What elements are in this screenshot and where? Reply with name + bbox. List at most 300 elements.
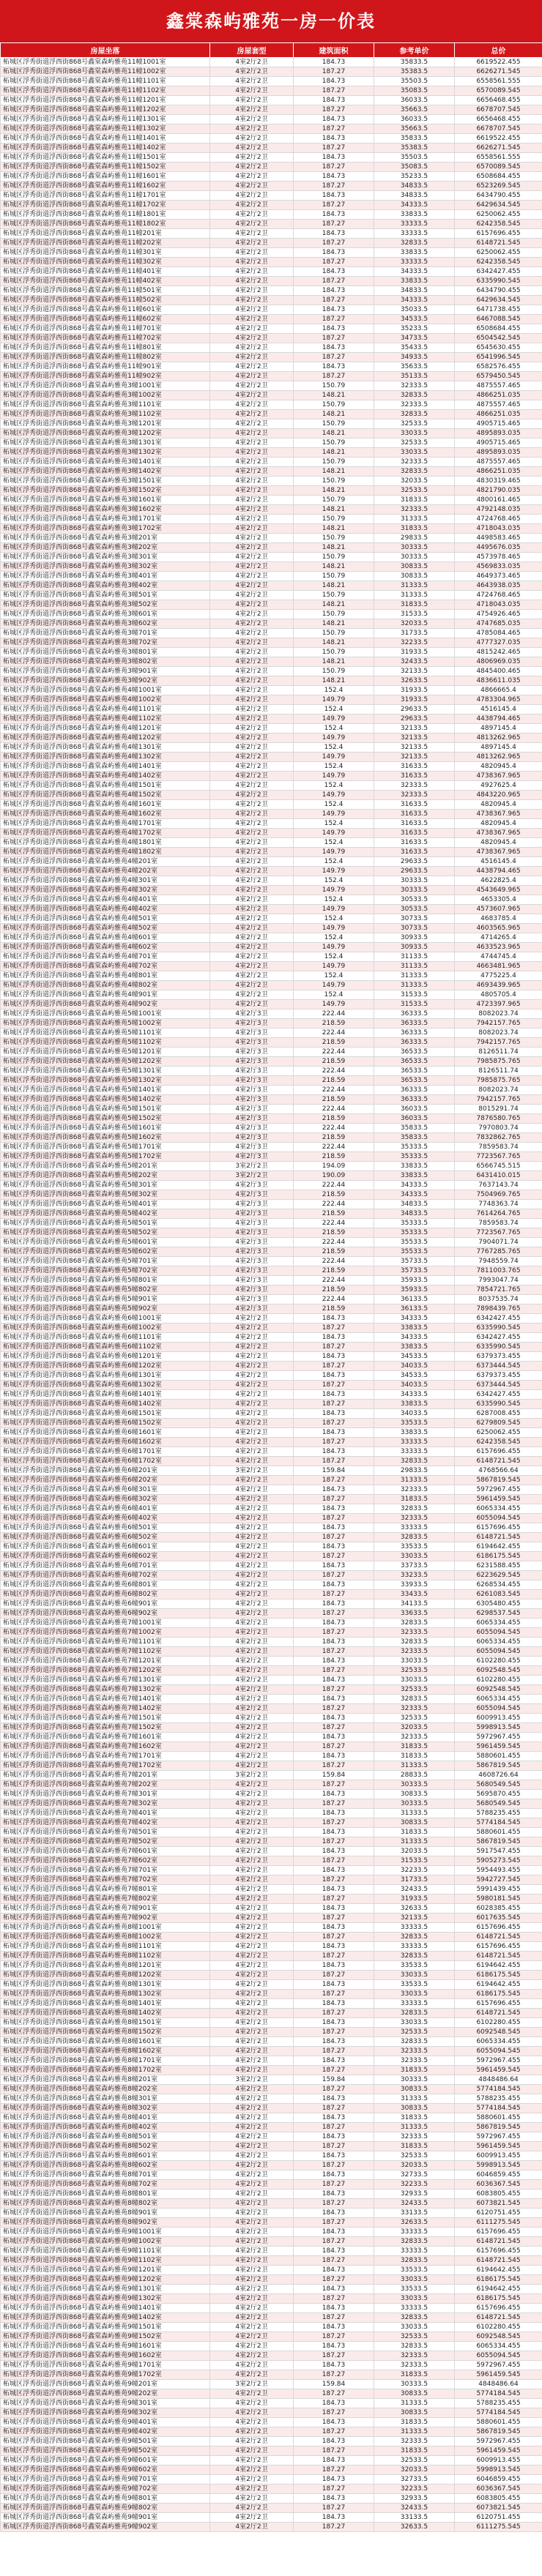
cell-unit-price: 33533.5: [374, 1542, 455, 1552]
cell-area: 187.27: [294, 1837, 374, 1847]
cell-area: 187.27: [294, 1590, 374, 1599]
table-row: [1, 971, 542, 981]
cell-area: 149.79: [294, 981, 374, 990]
cell-total-price: 5867819.545: [455, 2123, 542, 2132]
cell-area: 184.73: [294, 2399, 374, 2408]
cell-unit-price: 36333.5: [374, 1028, 455, 1038]
cell-unit-price: 33333.5: [374, 1438, 455, 1447]
table-header: [1, 43, 542, 58]
cell-address: 柘城区浮秀街道浮西街868号鑫棠森屿雅苑8幢1601室: [1, 2037, 210, 2047]
cell-area: 187.27: [294, 1704, 374, 1714]
cell-address: 柘城区浮秀街道浮西街868号鑫棠森屿雅苑9幢1201室: [1, 2266, 210, 2275]
cell-area: 187.27: [294, 239, 374, 248]
cell-address: 柘城区浮秀街道浮西街868号鑫棠森屿雅苑6幢401室: [1, 1504, 210, 1514]
cell-layout: 4室2厅2卫: [210, 1542, 294, 1552]
cell-address: 柘城区浮秀街道浮西街868号鑫棠森屿雅苑5幢1701室: [1, 1143, 210, 1152]
cell-area: 187.27: [294, 2180, 374, 2189]
cell-unit-price: 35533.5: [374, 1247, 455, 1257]
cell-unit-price: 32333.5: [374, 505, 455, 515]
cell-layout: 4室2厅2卫: [210, 1704, 294, 1714]
cell-layout: 4室2厅2卫: [210, 1885, 294, 1894]
cell-address: 柘城区浮秀街道浮西街868号鑫棠森屿雅苑3幢1001室: [1, 381, 210, 391]
cell-total-price: 5788235.455: [455, 1809, 542, 1818]
cell-address: 柘城区浮秀街道浮西街868号鑫棠森屿雅苑9幢1102室: [1, 2256, 210, 2266]
cell-address: 柘城区浮秀街道浮西街868号鑫棠森屿雅苑8幢802室: [1, 2199, 210, 2209]
table-row: [1, 486, 542, 496]
cell-layout: 4室2厅2卫: [210, 1333, 294, 1343]
cell-total-price: 4848486.64: [455, 2075, 542, 2085]
cell-layout: 3室2厅2卫: [210, 1771, 294, 1780]
table-row: [1, 201, 542, 210]
cell-area: 184.73: [294, 1733, 374, 1742]
cell-total-price: 6102280.455: [455, 2323, 542, 2332]
cell-area: 184.73: [294, 1504, 374, 1514]
cell-total-price: 6046859.455: [455, 2170, 542, 2180]
cell-layout: 4室2厅2卫: [210, 1419, 294, 1428]
cell-address: 柘城区浮秀街道浮西街868号鑫棠森屿雅苑9幢501室: [1, 2437, 210, 2446]
cell-total-price: 6379373.455: [455, 1352, 542, 1362]
table-row: [1, 400, 542, 410]
cell-area: 184.73: [294, 2189, 374, 2199]
cell-unit-price: 32733.5: [374, 2475, 455, 2484]
cell-unit-price: 36333.5: [374, 1038, 455, 1048]
cell-total-price: 6083805.455: [455, 2189, 542, 2199]
table-row: [1, 2104, 542, 2113]
cell-layout: 4室2厅2卫: [210, 2351, 294, 2361]
cell-address: 柘城区浮秀街道浮西街868号鑫棠森屿雅苑5幢801室: [1, 1276, 210, 1285]
cell-total-price: 4820945.4: [455, 819, 542, 829]
cell-total-price: 4633523.965: [455, 943, 542, 952]
cell-layout: 4室2厅2卫: [210, 1828, 294, 1837]
cell-layout: 4室2厅2卫: [210, 1847, 294, 1856]
cell-unit-price: 33333.5: [374, 1923, 455, 1933]
cell-address: 柘城区浮秀街道浮西街868号鑫棠森屿雅苑7幢602室: [1, 1856, 210, 1866]
cell-area: 218.59: [294, 1190, 374, 1200]
cell-total-price: 7614264.765: [455, 1209, 542, 1219]
cell-layout: 4室2厅2卫: [210, 1504, 294, 1514]
cell-unit-price: 34033.5: [374, 1362, 455, 1371]
cell-total-price: 7748363.74: [455, 1200, 542, 1209]
cell-address: 柘城区浮秀街道浮西街868号鑫棠森屿雅苑3幢302室: [1, 562, 210, 572]
table-row: [1, 1828, 542, 1837]
cell-total-price: 5998913.545: [455, 2161, 542, 2170]
table-row: [1, 1048, 542, 1057]
cell-address: 柘城区浮秀街道浮西街868号鑫棠森屿雅苑5幢902室: [1, 1304, 210, 1314]
cell-address: 柘城区浮秀街道浮西街868号鑫棠森屿雅苑11幢1202室: [1, 105, 210, 115]
cell-unit-price: 31833.5: [374, 600, 455, 610]
cell-total-price: 4905715.465: [455, 419, 542, 429]
cell-area: 152.4: [294, 914, 374, 924]
cell-layout: 4室2厅2卫: [210, 2170, 294, 2180]
table-row: [1, 1324, 542, 1333]
table-row: [1, 1704, 542, 1714]
cell-total-price: 6148721.545: [455, 1952, 542, 1961]
cell-area: 150.79: [294, 438, 374, 448]
cell-address: 柘城区浮秀街道浮西街868号鑫棠森屿雅苑9幢202室: [1, 2389, 210, 2399]
cell-layout: 4室2厅2卫: [210, 191, 294, 201]
cell-layout: 4室2厅2卫: [210, 1657, 294, 1666]
cell-unit-price: 32733.5: [374, 2170, 455, 2180]
cell-area: 152.4: [294, 990, 374, 1000]
cell-area: 218.59: [294, 1304, 374, 1314]
cell-total-price: 7723567.765: [455, 1228, 542, 1238]
cell-total-price: 6157696.455: [455, 1923, 542, 1933]
table-row: [1, 2437, 542, 2446]
cell-total-price: 6429634.545: [455, 201, 542, 210]
table-row: [1, 1495, 542, 1504]
cell-total-price: 8015291.74: [455, 1105, 542, 1114]
cell-address: 柘城区浮秀街道浮西街868号鑫棠森屿雅苑5幢1502室: [1, 1114, 210, 1124]
table-row: [1, 781, 542, 791]
cell-total-price: 4905715.465: [455, 438, 542, 448]
cell-layout: 4室2厅2卫: [210, 153, 294, 163]
cell-total-price: 5961459.545: [455, 2142, 542, 2151]
cell-unit-price: 32133.5: [374, 753, 455, 762]
table-row: [1, 1980, 542, 1990]
cell-area: 187.27: [294, 1685, 374, 1695]
table-row: [1, 1552, 542, 1561]
cell-area: 152.4: [294, 762, 374, 772]
cell-address: 柘城区浮秀街道浮西街868号鑫棠森屿雅苑4幢202室: [1, 867, 210, 876]
cell-address: 柘城区浮秀街道浮西街868号鑫棠森屿雅苑3幢702室: [1, 638, 210, 648]
cell-layout: 4室2厅2卫: [210, 1447, 294, 1457]
cell-layout: 4室2厅2卫: [210, 1742, 294, 1752]
cell-layout: 4室2厅2卫: [210, 2389, 294, 2399]
cell-area: 184.73: [294, 2094, 374, 2104]
cell-unit-price: 29633.5: [374, 867, 455, 876]
cell-area: 149.79: [294, 772, 374, 781]
cell-address: 柘城区浮秀街道浮西街868号鑫棠森屿雅苑5幢1702室: [1, 1152, 210, 1162]
table-row: [1, 543, 542, 553]
cell-area: 150.79: [294, 419, 374, 429]
cell-layout: 4室2厅2卫: [210, 258, 294, 267]
cell-address: 柘城区浮秀街道浮西街868号鑫棠森屿雅苑5幢402室: [1, 1209, 210, 1219]
cell-total-price: 4843220.965: [455, 791, 542, 800]
cell-area: 218.59: [294, 1057, 374, 1067]
cell-address: 柘城区浮秀街道浮西街868号鑫棠森屿雅苑3幢1402室: [1, 467, 210, 477]
table-row: [1, 1790, 542, 1799]
cell-area: 187.27: [294, 2427, 374, 2437]
cell-layout: 4室2厅3卫: [210, 1209, 294, 1219]
table-row: [1, 1933, 542, 1942]
cell-address: 柘城区浮秀街道浮西街868号鑫棠森屿雅苑8幢501室: [1, 2132, 210, 2142]
cell-address: 柘城区浮秀街道浮西街868号鑫棠森屿雅苑6幢1302室: [1, 1381, 210, 1390]
cell-layout: 4室2厅2卫: [210, 2189, 294, 2199]
cell-total-price: 6250062.455: [455, 248, 542, 258]
cell-layout: 4室2厅2卫: [210, 1866, 294, 1875]
cell-layout: 4室2厅2卫: [210, 163, 294, 172]
cell-area: 222.44: [294, 1181, 374, 1190]
cell-total-price: 7637143.74: [455, 1181, 542, 1190]
cell-total-price: 4516145.4: [455, 857, 542, 867]
cell-unit-price: 35733.5: [374, 1266, 455, 1276]
cell-total-price: 6467088.545: [455, 315, 542, 324]
cell-unit-price: 30333.5: [374, 886, 455, 895]
table-row: [1, 2380, 542, 2389]
cell-area: 184.73: [294, 77, 374, 86]
cell-unit-price: 31133.5: [374, 952, 455, 962]
cell-unit-price: 31633.5: [374, 762, 455, 772]
cell-unit-price: 31333.5: [374, 1837, 455, 1847]
cell-address: 柘城区浮秀街道浮西街868号鑫棠森屿雅苑4幢1402室: [1, 772, 210, 781]
table-row: [1, 353, 542, 362]
cell-unit-price: 32333.5: [374, 1628, 455, 1638]
cell-total-price: 6678707.545: [455, 105, 542, 115]
cell-unit-price: 32833.5: [374, 1695, 455, 1704]
cell-area: 218.59: [294, 1152, 374, 1162]
cell-address: 柘城区浮秀街道浮西街868号鑫棠森屿雅苑11幢501室: [1, 286, 210, 296]
cell-total-price: 4608726.64: [455, 1771, 542, 1780]
cell-address: 柘城区浮秀街道浮西街868号鑫棠森屿雅苑8幢901室: [1, 2209, 210, 2218]
cell-layout: 4室2厅2卫: [210, 2484, 294, 2494]
cell-total-price: 6242358.545: [455, 220, 542, 229]
table-row: [1, 1894, 542, 1904]
cell-area: 150.79: [294, 572, 374, 581]
cell-address: 柘城区浮秀街道浮西街868号鑫棠森屿雅苑8幢602室: [1, 2161, 210, 2170]
cell-unit-price: 33033.5: [374, 1657, 455, 1666]
cell-total-price: 4714265.4: [455, 933, 542, 943]
cell-layout: 4室2厅2卫: [210, 905, 294, 914]
table-row: [1, 1599, 542, 1609]
table-row: [1, 1809, 542, 1818]
table-row: [1, 2056, 542, 2066]
cell-unit-price: 33433.5: [374, 1590, 455, 1599]
cell-unit-price: 33333.5: [374, 2228, 455, 2237]
cell-layout: 4室2厅2卫: [210, 1457, 294, 1466]
cell-address: 柘城区浮秀街道浮西街868号鑫棠森屿雅苑8幢202室: [1, 2085, 210, 2094]
cell-total-price: 6017635.545: [455, 1914, 542, 1923]
cell-unit-price: 34533.5: [374, 1371, 455, 1381]
cell-address: 柘城区浮秀街道浮西街868号鑫棠森屿雅苑3幢1002室: [1, 391, 210, 400]
table-row: [1, 762, 542, 772]
cell-address: 柘城区浮秀街道浮西街868号鑫棠森屿雅苑7幢402室: [1, 1818, 210, 1828]
cell-total-price: 4768566.64: [455, 1466, 542, 1476]
cell-layout: 4室2厅2卫: [210, 781, 294, 791]
cell-unit-price: 31633.5: [374, 772, 455, 781]
cell-total-price: 7985875.765: [455, 1076, 542, 1086]
cell-total-price: 4785084.465: [455, 629, 542, 638]
cell-area: 187.27: [294, 1381, 374, 1390]
cell-layout: 4室2厅2卫: [210, 1362, 294, 1371]
table-row: [1, 1228, 542, 1238]
table-row: [1, 1638, 542, 1647]
cell-address: 柘城区浮秀街道浮西街868号鑫棠森屿雅苑8幢1001室: [1, 1923, 210, 1933]
cell-unit-price: 35833.5: [374, 58, 455, 67]
cell-address: 柘城区浮秀街道浮西街868号鑫棠森屿雅苑8幢502室: [1, 2142, 210, 2151]
cell-unit-price: 30833.5: [374, 562, 455, 572]
cell-total-price: 6055094.545: [455, 2047, 542, 2056]
cell-area: 184.73: [294, 1752, 374, 1761]
cell-total-price: 5695870.455: [455, 1790, 542, 1799]
cell-unit-price: 33033.5: [374, 1990, 455, 1999]
page-title: 鑫棠森屿雅苑一房一价表: [0, 0, 542, 42]
cell-address: 柘城区浮秀街道浮西街868号鑫棠森屿雅苑11幢1801室: [1, 210, 210, 220]
table-row: [1, 1818, 542, 1828]
cell-unit-price: 32833.5: [374, 467, 455, 477]
cell-address: 柘城区浮秀街道浮西街868号鑫棠森屿雅苑4幢1602室: [1, 810, 210, 819]
cell-area: 187.27: [294, 201, 374, 210]
cell-layout: 4室2厅2卫: [210, 58, 294, 67]
cell-area: 187.27: [294, 1552, 374, 1561]
cell-unit-price: 34833.5: [374, 182, 455, 191]
cell-area: 184.73: [294, 153, 374, 163]
cell-layout: 4室2厅2卫: [210, 524, 294, 534]
cell-total-price: 6261083.545: [455, 1590, 542, 1599]
cell-unit-price: 33333.5: [374, 1523, 455, 1533]
cell-unit-price: 32533.5: [374, 1714, 455, 1723]
cell-total-price: 6065334.455: [455, 2037, 542, 2047]
cell-address: 柘城区浮秀街道浮西街868号鑫棠森屿雅苑11幢1702室: [1, 201, 210, 210]
table-row: [1, 277, 542, 286]
cell-unit-price: 32233.5: [374, 2484, 455, 2494]
table-row: [1, 410, 542, 419]
cell-area: 184.73: [294, 1923, 374, 1933]
cell-total-price: 6619522.455: [455, 58, 542, 67]
cell-layout: 4室2厅2卫: [210, 315, 294, 324]
cell-address: 柘城区浮秀街道浮西街868号鑫棠森屿雅苑8幢401室: [1, 2113, 210, 2123]
cell-layout: 4室2厅2卫: [210, 2275, 294, 2285]
cell-layout: 4室2厅2卫: [210, 591, 294, 600]
cell-unit-price: 34033.5: [374, 1409, 455, 1419]
cell-address: 柘城区浮秀街道浮西街868号鑫棠森屿雅苑7幢1201室: [1, 1657, 210, 1666]
cell-layout: 4室2厅2卫: [210, 686, 294, 695]
cell-layout: 4室2厅3卫: [210, 1114, 294, 1124]
cell-unit-price: 30833.5: [374, 1818, 455, 1828]
cell-layout: 4室2厅2卫: [210, 1714, 294, 1723]
cell-area: 187.27: [294, 1894, 374, 1904]
cell-unit-price: 32333.5: [374, 2351, 455, 2361]
cell-area: 150.79: [294, 534, 374, 543]
cell-area: 184.73: [294, 1961, 374, 1971]
table-row: [1, 1124, 542, 1133]
cell-layout: 4室2厅2卫: [210, 2313, 294, 2323]
cell-total-price: 6186175.545: [455, 2275, 542, 2285]
cell-address: 柘城区浮秀街道浮西街868号鑫棠森屿雅苑8幢1201室: [1, 1961, 210, 1971]
table-row: [1, 1209, 542, 1219]
cell-area: 184.73: [294, 2437, 374, 2446]
cell-total-price: 6545630.455: [455, 343, 542, 353]
cell-address: 柘城区浮秀街道浮西街868号鑫棠森屿雅苑4幢801室: [1, 971, 210, 981]
cell-layout: 4室2厅3卫: [210, 1257, 294, 1266]
cell-layout: 4室2厅2卫: [210, 1000, 294, 1009]
table-row: [1, 334, 542, 343]
table-row: [1, 305, 542, 315]
table-row: [1, 210, 542, 220]
cell-layout: 4室2厅3卫: [210, 1105, 294, 1114]
cell-address: 柘城区浮秀街道浮西街868号鑫棠森屿雅苑3幢301室: [1, 553, 210, 562]
table-row: [1, 857, 542, 867]
cell-total-price: 6102280.455: [455, 1676, 542, 1685]
cell-layout: 4室2厅2卫: [210, 553, 294, 562]
cell-total-price: 6431410.015: [455, 1171, 542, 1181]
cell-address: 柘城区浮秀街道浮西街868号鑫棠森屿雅苑4幢1502室: [1, 791, 210, 800]
cell-unit-price: 29633.5: [374, 857, 455, 867]
table-row: [1, 2132, 542, 2142]
cell-address: 柘城区浮秀街道浮西街868号鑫棠森屿雅苑5幢1601室: [1, 1124, 210, 1133]
cell-layout: 4室2厅2卫: [210, 96, 294, 105]
cell-total-price: 6148721.545: [455, 1933, 542, 1942]
table-row: [1, 1095, 542, 1105]
table-row: [1, 1076, 542, 1086]
cell-layout: 4室2厅2卫: [210, 1647, 294, 1657]
table-row: [1, 1152, 542, 1162]
cell-unit-price: 35133.5: [374, 372, 455, 381]
table-row: [1, 1619, 542, 1628]
cell-layout: 4室2厅2卫: [210, 391, 294, 400]
cell-unit-price: 36333.5: [374, 1009, 455, 1019]
cell-unit-price: 35233.5: [374, 324, 455, 334]
cell-address: 柘城区浮秀街道浮西街868号鑫棠森屿雅苑8幢1602室: [1, 2047, 210, 2056]
cell-total-price: 6009913.455: [455, 1714, 542, 1723]
cell-layout: 4室2厅2卫: [210, 77, 294, 86]
cell-area: 187.27: [294, 1571, 374, 1580]
table-row: [1, 1476, 542, 1485]
cell-area: 148.21: [294, 524, 374, 534]
cell-total-price: 5942727.545: [455, 1875, 542, 1885]
cell-address: 柘城区浮秀街道浮西街868号鑫棠森屿雅苑9幢601室: [1, 2456, 210, 2465]
cell-address: 柘城区浮秀街道浮西街868号鑫棠森屿雅苑3幢802室: [1, 657, 210, 667]
cell-address: 柘城区浮秀街道浮西街868号鑫棠森屿雅苑3幢1401室: [1, 458, 210, 467]
cell-unit-price: 33333.5: [374, 2247, 455, 2256]
cell-layout: 4室2厅2卫: [210, 2123, 294, 2132]
cell-total-price: 6570089.545: [455, 163, 542, 172]
cell-total-price: 8126511.74: [455, 1067, 542, 1076]
cell-address: 柘城区浮秀街道浮西街868号鑫棠森屿雅苑5幢602室: [1, 1247, 210, 1257]
cell-total-price: 4747685.035: [455, 619, 542, 629]
cell-unit-price: 33333.5: [374, 1942, 455, 1952]
cell-address: 柘城区浮秀街道浮西街868号鑫棠森屿雅苑11幢402室: [1, 277, 210, 286]
cell-layout: 4室2厅3卫: [210, 1219, 294, 1228]
cell-total-price: 6028385.455: [455, 1904, 542, 1914]
cell-total-price: 4663481.965: [455, 962, 542, 971]
cell-area: 187.27: [294, 2104, 374, 2113]
table-row: [1, 1685, 542, 1695]
cell-address: 柘城区浮秀街道浮西街868号鑫棠森屿雅苑11幢602室: [1, 315, 210, 324]
cell-total-price: 5774184.545: [455, 2408, 542, 2418]
table-row: [1, 2247, 542, 2256]
cell-total-price: 7832862.765: [455, 1133, 542, 1143]
cell-layout: 4室2厅2卫: [210, 2408, 294, 2418]
cell-address: 柘城区浮秀街道浮西街868号鑫棠森屿雅苑11幢1502室: [1, 163, 210, 172]
cell-area: 148.21: [294, 638, 374, 648]
cell-area: 187.27: [294, 1971, 374, 1980]
cell-area: 187.27: [294, 277, 374, 286]
cell-address: 柘城区浮秀街道浮西街868号鑫棠森屿雅苑4幢1401室: [1, 762, 210, 772]
cell-area: 150.79: [294, 591, 374, 600]
cell-address: 柘城区浮秀街道浮西街868号鑫棠森屿雅苑8幢1002室: [1, 1933, 210, 1942]
cell-layout: 4室2厅2卫: [210, 933, 294, 943]
table-row: [1, 2189, 542, 2199]
cell-area: 148.21: [294, 543, 374, 553]
table-row: [1, 819, 542, 829]
cell-unit-price: 32033.5: [374, 619, 455, 629]
cell-unit-price: 32633.5: [374, 676, 455, 686]
cell-unit-price: 31333.5: [374, 2094, 455, 2104]
cell-address: 柘城区浮秀街道浮西街868号鑫棠森屿雅苑4幢501室: [1, 914, 210, 924]
cell-area: 222.44: [294, 1048, 374, 1057]
cell-address: 柘城区浮秀街道浮西街868号鑫棠森屿雅苑9幢302室: [1, 2408, 210, 2418]
cell-unit-price: 31333.5: [374, 2427, 455, 2437]
table-row: [1, 1542, 542, 1552]
cell-unit-price: 31633.5: [374, 829, 455, 838]
cell-unit-price: 32333.5: [374, 781, 455, 791]
cell-total-price: 6065334.455: [455, 2342, 542, 2351]
table-row: [1, 676, 542, 686]
cell-unit-price: 36033.5: [374, 1105, 455, 1114]
table-row: [1, 1133, 542, 1143]
cell-total-price: 4866665.4: [455, 686, 542, 695]
cell-total-price: 5880601.455: [455, 1752, 542, 1761]
